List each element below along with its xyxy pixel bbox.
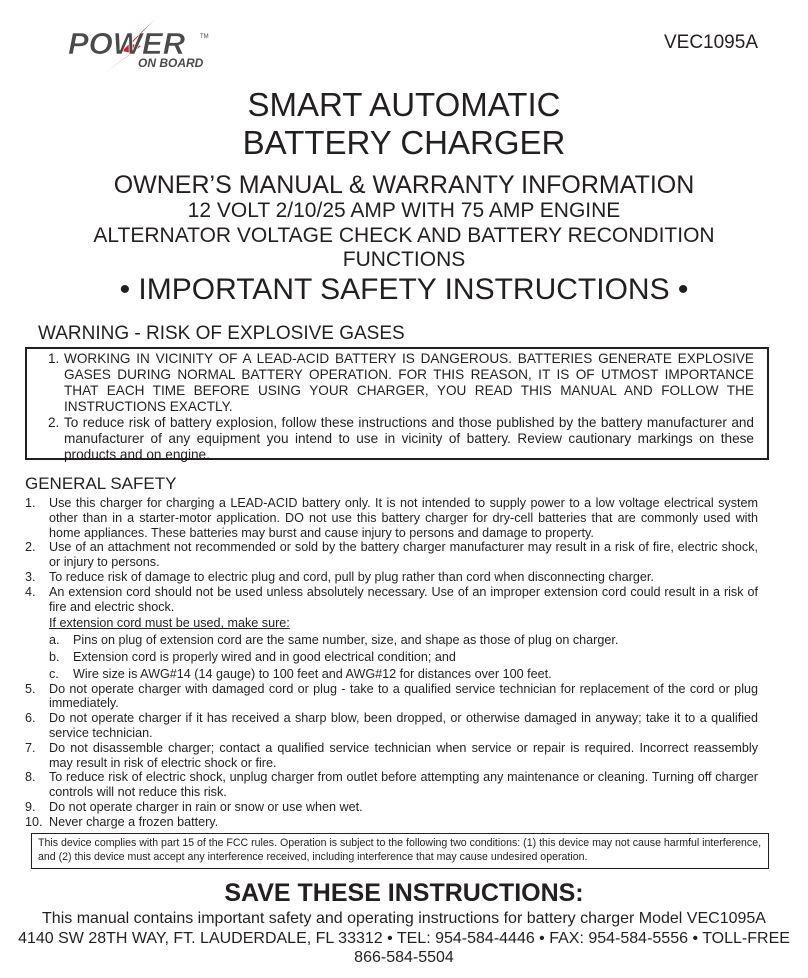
general-safety-heading: GENERAL SAFETY bbox=[25, 474, 177, 493]
extension-cord-item-letter: a. bbox=[49, 633, 60, 648]
safety-item-text: An extension cord should not be used unless absolutely necessary. Use of an improper extension cord could result in a risk of fire and electric shock. bbox=[49, 584, 758, 614]
logo-wordmark: POWER bbox=[68, 26, 186, 61]
footer bbox=[0, 909, 808, 968]
safety-item-number: 6. bbox=[25, 711, 36, 726]
subtitle-line-2: ALTERNATOR VOLTAGE CHECK AND BATTERY RECONDITION bbox=[93, 223, 715, 247]
safety-item-text: Use of an attachment not recommended or sold by the battery charger manufacturer may result in a risk of fire, electric shock, or injury to persons. bbox=[49, 540, 758, 570]
extension-cord-item bbox=[25, 650, 758, 665]
model-code: VEC1095A bbox=[663, 32, 758, 53]
title-line-2: BATTERY CHARGER bbox=[242, 124, 566, 161]
save-instructions-heading: SAVE THESE INSTRUCTIONS: bbox=[224, 879, 584, 907]
safety-item bbox=[25, 711, 758, 741]
extension-cord-item-text: Wire size is AWG#14 (14 gauge) to 100 feet and AWG#12 for distances over 100 feet. bbox=[73, 666, 552, 681]
safety-item-number: 2. bbox=[25, 540, 36, 555]
subtitle-main: OWNER’S MANUAL & WARRANTY INFORMATION bbox=[113, 171, 695, 199]
footer-line-2: 4140 SW 28TH WAY, FT. LAUDERDALE, FL 33312 • TEL: 954-584-4446 • FAX: 954-584-5556 • TOLL-FREE 866-584-5504 bbox=[18, 929, 790, 966]
safety-item-text: Do not operate charger in rain or snow or use when wet. bbox=[49, 799, 363, 814]
extension-cord-item bbox=[25, 667, 758, 682]
safety-item-number: 10. bbox=[25, 814, 43, 829]
safety-item bbox=[25, 496, 758, 540]
safety-item bbox=[25, 815, 758, 830]
warning-list bbox=[48, 351, 754, 463]
warning-heading: WARNING - RISK OF EXPLOSIVE GASES bbox=[38, 323, 405, 344]
warning-item-number: 1. bbox=[48, 351, 60, 366]
safety-item-text: Do not operate charger with damaged cord or plug - take to a qualified service technician for replacement of the cord or plug immediately. bbox=[49, 681, 758, 711]
warning-item-text: WORKING IN VICINITY OF A LEAD-ACID BATTERY IS DANGEROUS. BATTERIES GENERATE EXPLOSIVE GASES DURING NORMAL BATTERY OPERATION. FOR THIS REASON, IT IS OF UTMOST IMPORTANCE THAT EACH TIME BEFORE USING YOUR CHARGER, YOU READ THIS MANUAL AND FOLLOW THE INSTRUCTIONS EXACTLY. bbox=[64, 351, 754, 414]
safety-item-number: 3. bbox=[25, 569, 36, 584]
warning-item bbox=[48, 415, 754, 463]
safety-item bbox=[25, 741, 758, 771]
important-safety-heading: • IMPORTANT SAFETY INSTRUCTIONS • bbox=[119, 273, 689, 306]
extension-cord-item-text: Pins on plug of extension cord are the same number, size, and shape as those of plug on charger. bbox=[73, 633, 619, 648]
safety-item bbox=[25, 540, 758, 570]
safety-item bbox=[25, 800, 758, 815]
safety-item-number: 8. bbox=[25, 770, 36, 785]
subtitle-line-3: FUNCTIONS bbox=[342, 248, 466, 271]
page-title bbox=[0, 86, 808, 162]
safety-item-text: Do not operate charger if it has received a sharp blow, been dropped, or otherwise damaged in anyway; take it to a qualified service technician. bbox=[49, 711, 758, 740]
warning-item-number: 2. bbox=[48, 415, 60, 430]
logo-graphic bbox=[66, 18, 216, 76]
safety-item-number: 9. bbox=[25, 799, 36, 814]
safety-item bbox=[25, 585, 758, 615]
safety-item-text: To reduce risk of electric shock, unplug charger from outlet before attempting any maintenance or cleaning. Turning off charger controls will not reduce this risk. bbox=[49, 770, 758, 800]
safety-item bbox=[25, 770, 758, 800]
extension-cord-item bbox=[25, 633, 758, 648]
safety-item bbox=[25, 570, 758, 585]
extension-cord-item-letter: c. bbox=[49, 666, 59, 681]
safety-item-text: Use this charger for charging a LEAD-ACID battery only. It is not intended to supply power to a low voltage electrical system other than in a starter-motor application. DO not use this battery charger for dry-cell batteries that are commonly used with home appliances. These batteries may burst and cause injury to persons and damage to property. bbox=[49, 496, 758, 540]
fcc-notice: This device complies with part 15 of the FCC rules. Operation is subject to the following two conditions: (1) this device may not cause harmful interference, and (2) this device must accept any interference received, including interference that may cause undesired operation. bbox=[31, 833, 769, 869]
subtitle-line-1: 12 VOLT 2/10/25 AMP WITH 75 AMP ENGINE bbox=[187, 199, 621, 222]
title-line-1: SMART AUTOMATIC bbox=[247, 86, 561, 123]
safety-item-number: 5. bbox=[25, 681, 36, 696]
extension-cord-item-text: Extension cord is properly wired and in good electrical condition; and bbox=[73, 649, 456, 664]
safety-item-number: 7. bbox=[25, 740, 36, 755]
safety-item bbox=[25, 682, 758, 712]
extension-cord-item-letter: b. bbox=[49, 649, 60, 664]
safety-item-number: 4. bbox=[25, 584, 36, 599]
logo-tagline: ON BOARD bbox=[138, 56, 204, 70]
warning-item bbox=[48, 351, 754, 415]
extension-cord-heading: If extension cord must be used, make sure: bbox=[49, 616, 290, 631]
safety-item-text: Never charge a frozen battery. bbox=[49, 814, 219, 829]
logo-trademark: TM bbox=[200, 34, 209, 40]
warning-item-text: To reduce risk of battery explosion, follow these instructions and those published by the battery manufacturer and manufacturer of any equipment you intend to use in vicinity of battery. Review cautionary markings on these products and on engine. bbox=[64, 415, 754, 462]
general-safety-list bbox=[25, 496, 758, 830]
subtitle-description bbox=[0, 199, 808, 273]
footer-line-1: This manual contains important safety and operating instructions for battery charger Model VEC1095A bbox=[42, 910, 766, 927]
safety-item-number: 1. bbox=[25, 496, 36, 510]
safety-item-text: Do not disassemble charger; contact a qualified service technician when service or repair is required. Incorrect reassembly may result in risk of electric shock or fire. bbox=[49, 740, 758, 770]
safety-item-text: To reduce risk of damage to electric plug and cord, pull by plug rather than cord when disconnecting charger. bbox=[49, 569, 654, 584]
power-on-board-logo bbox=[66, 18, 216, 76]
